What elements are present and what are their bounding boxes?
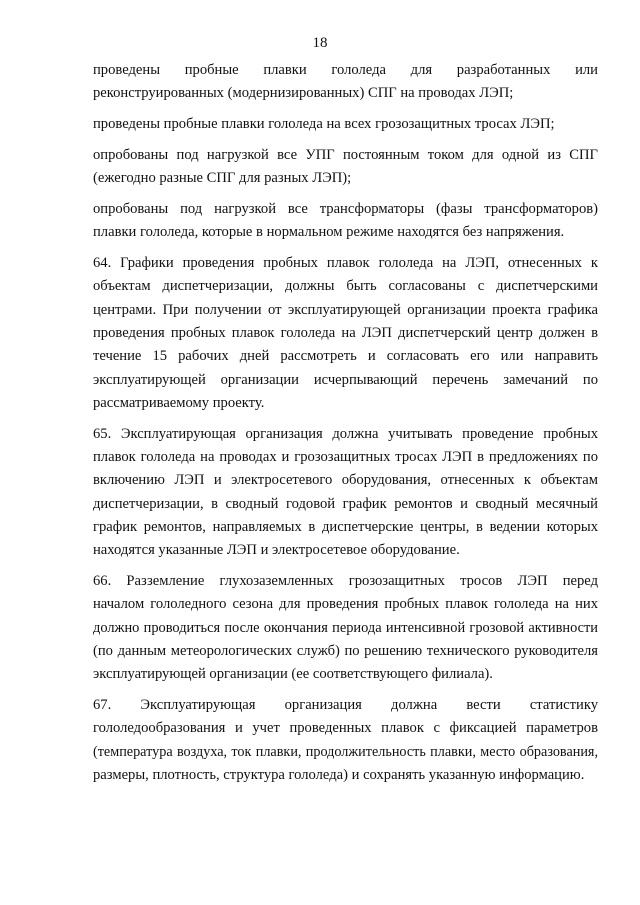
text-line: эксплуатирующей организации исчерпывающий перечень замечаний по [93, 371, 598, 388]
text-line: 65. Эксплуатирующая организация должна учитывать проведение пробных [93, 425, 598, 442]
paragraph [62, 198, 598, 245]
text-line: объектам диспетчеризации, должны быть согласованы с диспетчерскими [93, 278, 598, 295]
text-line: 64. Графики проведения пробных плавок гололеда на ЛЭП, отнесенных к [93, 255, 598, 272]
text-line: плавки гололеда, которые в нормальном режиме находятся без напряжения. [93, 224, 565, 241]
text-line: опробованы под нагрузкой все трансформаторы (фазы трансформаторов) [93, 200, 598, 217]
text-line: проведены пробные плавки гололеда на всех грозозащитных тросах ЛЭП; [93, 116, 555, 133]
text-line: течение 15 рабочих дней рассмотреть и согласовать его или направить [93, 348, 598, 365]
text-line: 66. Разземление глухозаземленных грозозащитных тросов ЛЭП перед [93, 572, 598, 589]
text-line: (температура воздуха, ток плавки, продолжительность плавки, место образования, [93, 743, 598, 760]
text-line: находятся указанные ЛЭП и электросетевое оборудование. [93, 542, 460, 559]
text-line: должно проводиться после окончания периода интенсивной грозовой активности [93, 619, 598, 636]
paragraph [62, 694, 598, 787]
paragraph [62, 423, 598, 563]
page-number: 18 [312, 35, 328, 51]
text-line: плавок гололеда на проводах и грозозащитных тросах ЛЭП в предложениях по [93, 448, 598, 465]
text-line: началом гололедного сезона для проведения пробных плавок гололеда на них [93, 596, 598, 613]
paragraph [62, 570, 598, 686]
text-line: центрами. При получении от эксплуатирующей организации проекта графика [93, 301, 598, 318]
text-line: диспетчеризации, в сводный годовой график ремонтов и сводный месячный [93, 495, 598, 512]
text-line: эксплуатирующей организации (ее соответствующего филиала). [93, 666, 493, 683]
text-line: 67. Эксплуатирующая организация должна вести статистику [93, 696, 598, 713]
text-line: включению ЛЭП и электросетевого оборудования, отнесенных к объектам [93, 472, 598, 489]
text-line: гололедообразования и учет проведенных плавок с фиксацией параметров [93, 720, 598, 737]
paragraph [62, 252, 598, 415]
text-line: проведения пробных плавок гололеда на ЛЭП диспетчерский центр должен в [93, 324, 598, 341]
text-line: (ежегодно разные СПГ для разных ЛЭП); [93, 170, 352, 187]
text-line: размеры, плотность, структура гололеда) и сохранять указанную информацию. [93, 766, 585, 783]
text-line: реконструированных (модернизированных) СПГ на проводах ЛЭП; [93, 85, 514, 102]
document-body [62, 59, 598, 795]
paragraph [62, 144, 598, 191]
paragraph [62, 113, 598, 136]
paragraph [62, 59, 598, 106]
text-line: (по данным метеорологических служб) по решению технического руководителя [93, 642, 598, 659]
text-line: опробованы под нагрузкой все УПГ постоянным током для одной из СПГ [93, 146, 598, 163]
text-line: рассматриваемому проекту. [93, 394, 265, 411]
text-line: график ремонтов, направляемых в диспетчерские центры, в ведении которых [93, 518, 598, 535]
text-line: проведены пробные плавки гололеда для разработанных или [93, 62, 598, 78]
